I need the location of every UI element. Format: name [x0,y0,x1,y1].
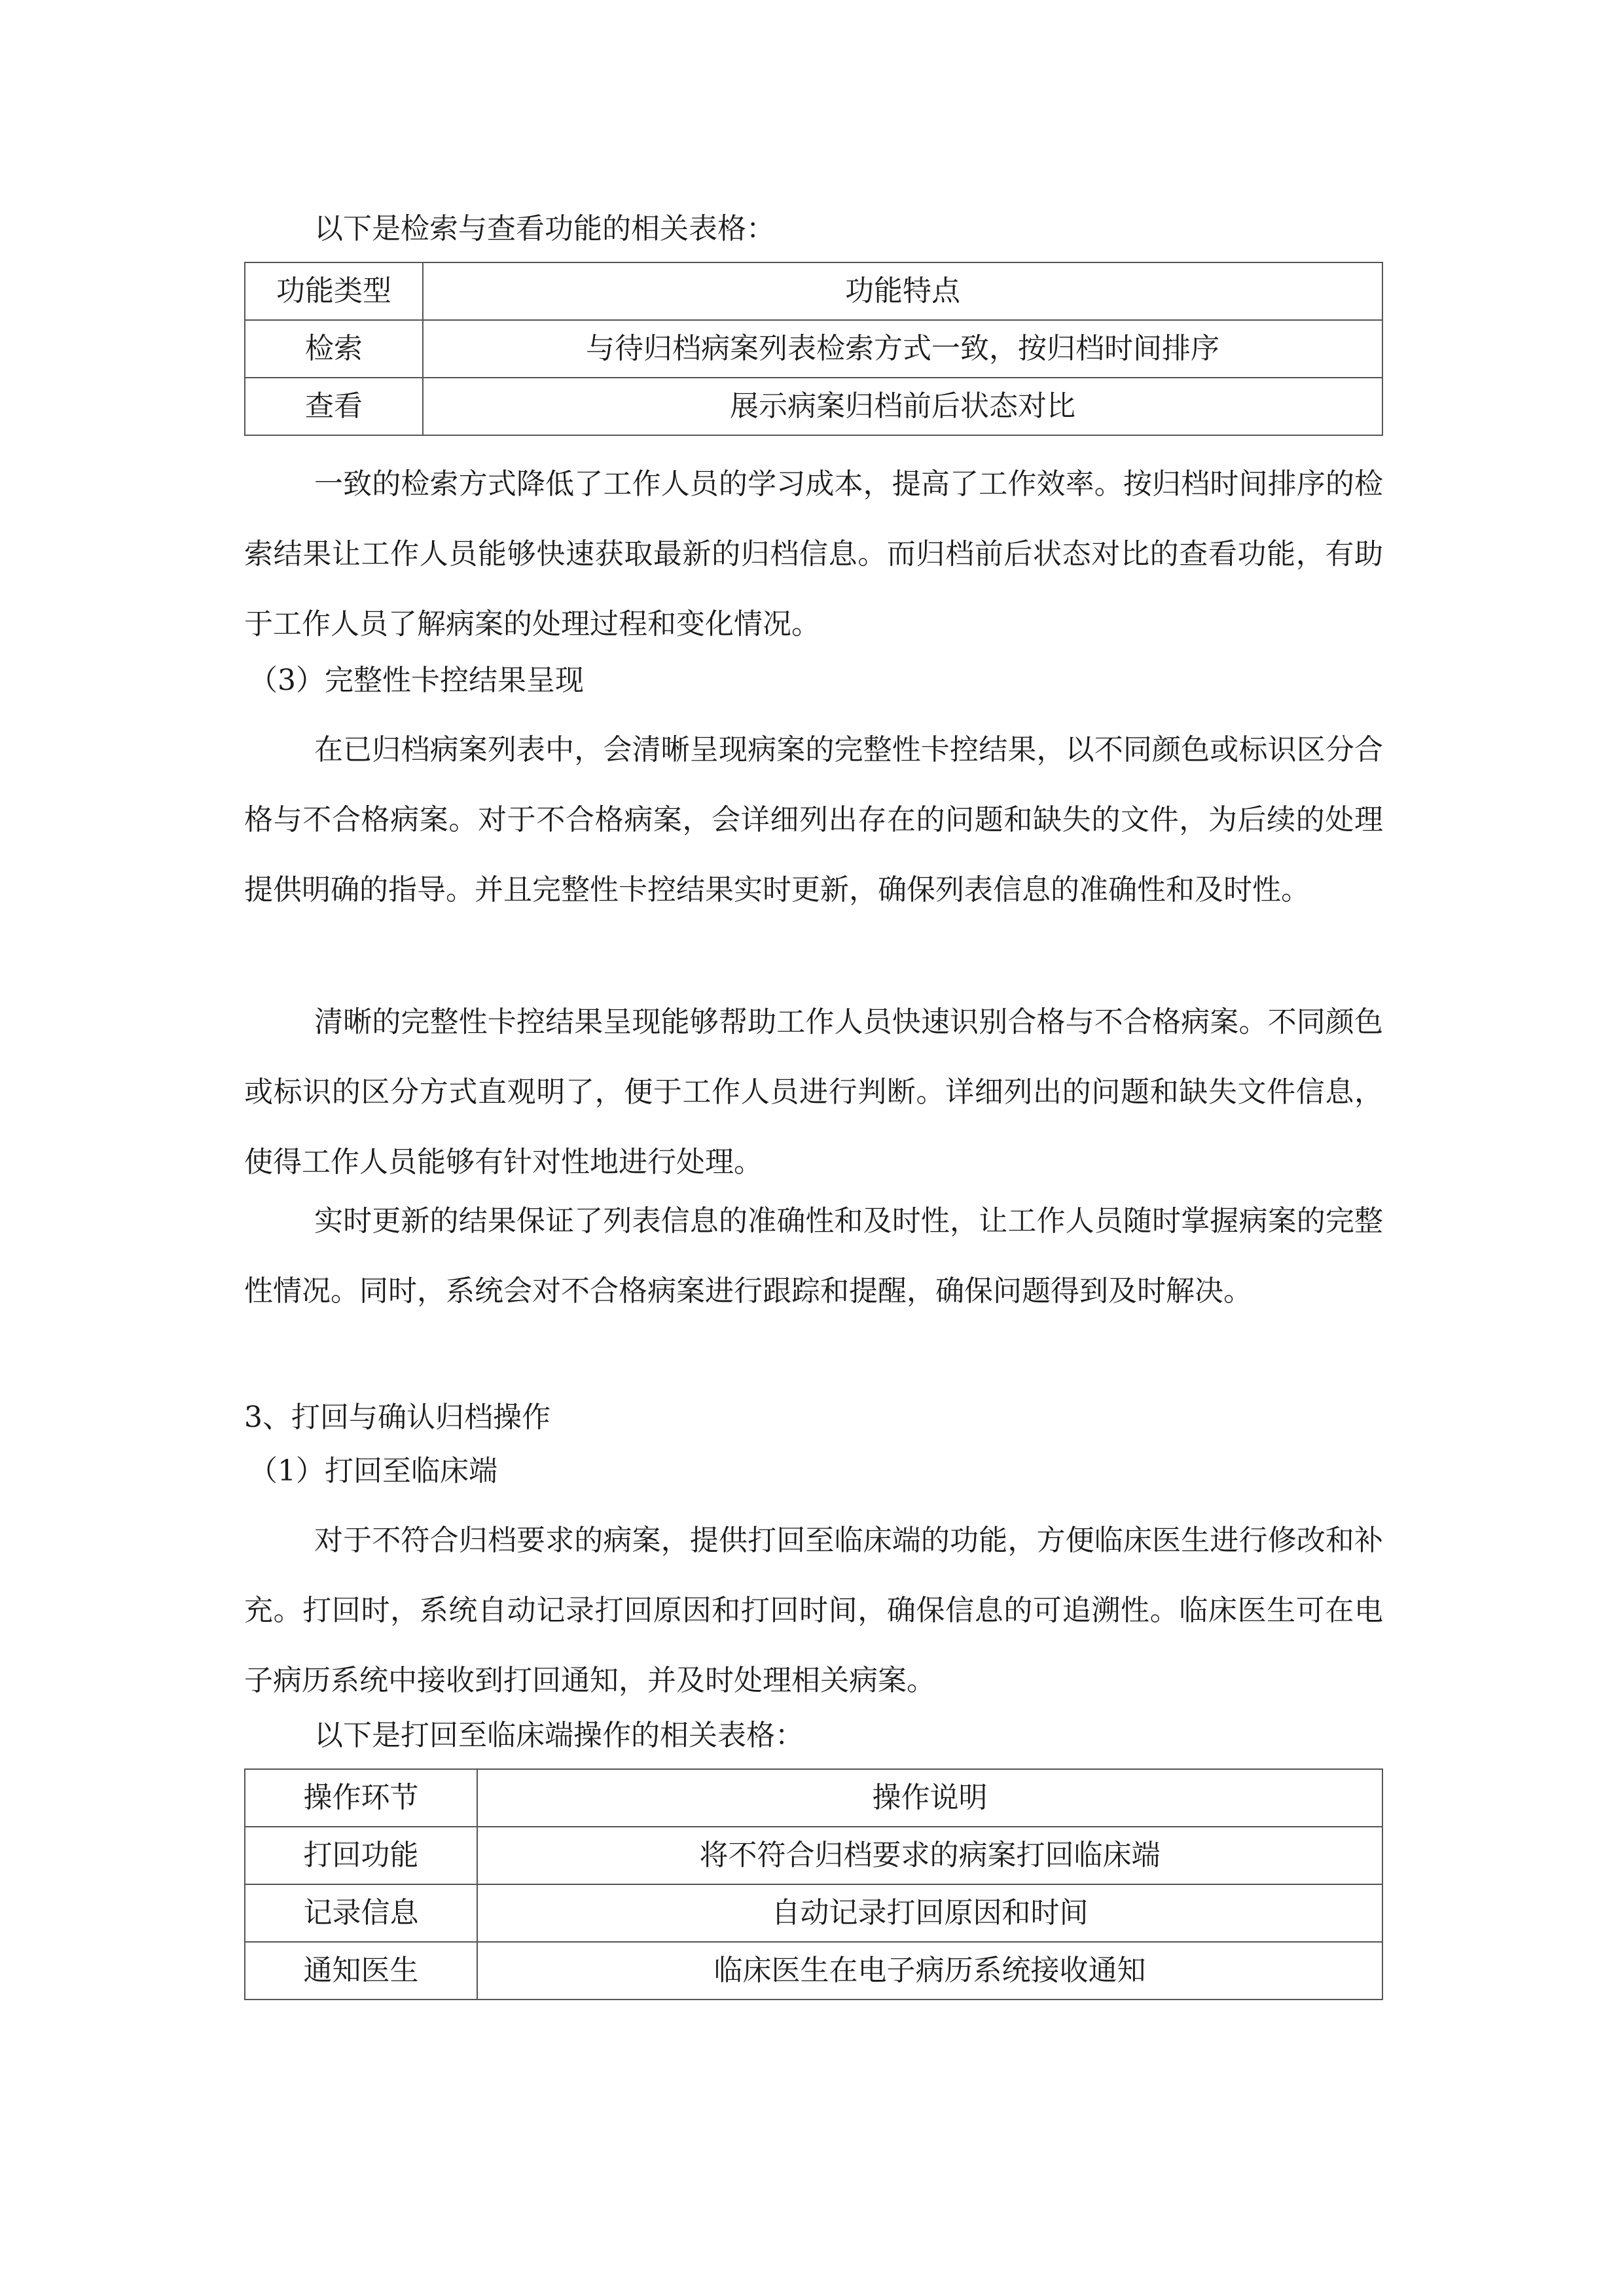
section-heading: （1）打回至临床端 [249,1454,497,1488]
paragraph: 对于不符合归档要求的病案，提供打回至临床端的功能，方便临床医生进行修改和补充。打回时，系统自动记录打回原因和打回时间，确保信息的可追溯性。临床医生可在电子病历系统中接收到打回通知，并及时处理相关病案。 [244,1524,1383,1697]
function-table [244,262,1383,436]
table-row [245,1884,1382,1942]
table-row [245,1827,1382,1884]
table-cell: 检索 [245,320,423,378]
table-cell: 查看 [245,378,423,435]
table-header-cell: 操作说明 [477,1769,1382,1827]
table-header-cell: 功能特点 [423,262,1382,320]
table2-intro: 以下是打回至临床端操作的相关表格： [314,1719,804,1752]
section-heading: （3）完整性卡控结果呈现 [249,664,584,697]
table-cell: 打回功能 [245,1827,477,1884]
table-row [245,1942,1382,2000]
table-header-cell: 功能类型 [245,262,423,320]
table-cell: 记录信息 [245,1884,477,1942]
operation-table [244,1768,1383,2000]
table-row [245,320,1382,378]
table1-intro: 以下是检索与查看功能的相关表格： [314,212,775,245]
paragraph: 清晰的完整性卡控结果呈现能够帮助工作人员快速识别合格与不合格病案。不同颜色或标识的区分方式直观明了，便于工作人员进行判断。详细列出的问题和缺失文件信息，使得工作人员能够有针对性地进行处理。 [244,1005,1383,1179]
section-heading: 3、打回与确认归档操作 [244,1401,550,1434]
paragraph: 在已归档病案列表中，会清晰呈现病案的完整性卡控结果，以不同颜色或标识区分合格与不合格病案。对于不合格病案，会详细列出存在的问题和缺失的文件，为后续的处理提供明确的指导。并且完整性卡控结果实时更新，确保列表信息的准确性和及时性。 [244,733,1383,906]
table-header-row [245,1769,1382,1827]
table-cell: 临床医生在电子病历系统接收通知 [477,1942,1382,2000]
table-cell: 与待归档病案列表检索方式一致，按归档时间排序 [423,320,1382,378]
paragraph: 一致的检索方式降低了工作人员的学习成本，提高了工作效率。按归档时间排序的检索结果让工作人员能够快速获取最新的归档信息。而归档前后状态对比的查看功能，有助于工作人员了解病案的处理过程和变化情况。 [244,467,1383,641]
paragraph: 实时更新的结果保证了列表信息的准确性和及时性，让工作人员随时掌握病案的完整性情况。同时，系统会对不合格病案进行跟踪和提醒，确保问题得到及时解决。 [244,1204,1383,1308]
table-row [245,378,1382,435]
table-cell: 展示病案归档前后状态对比 [423,378,1382,435]
table-header-row [245,262,1382,320]
table-header-cell: 操作环节 [245,1769,477,1827]
table-cell: 自动记录打回原因和时间 [477,1884,1382,1942]
table-cell: 通知医生 [245,1942,477,2000]
table-cell: 将不符合归档要求的病案打回临床端 [477,1827,1382,1884]
